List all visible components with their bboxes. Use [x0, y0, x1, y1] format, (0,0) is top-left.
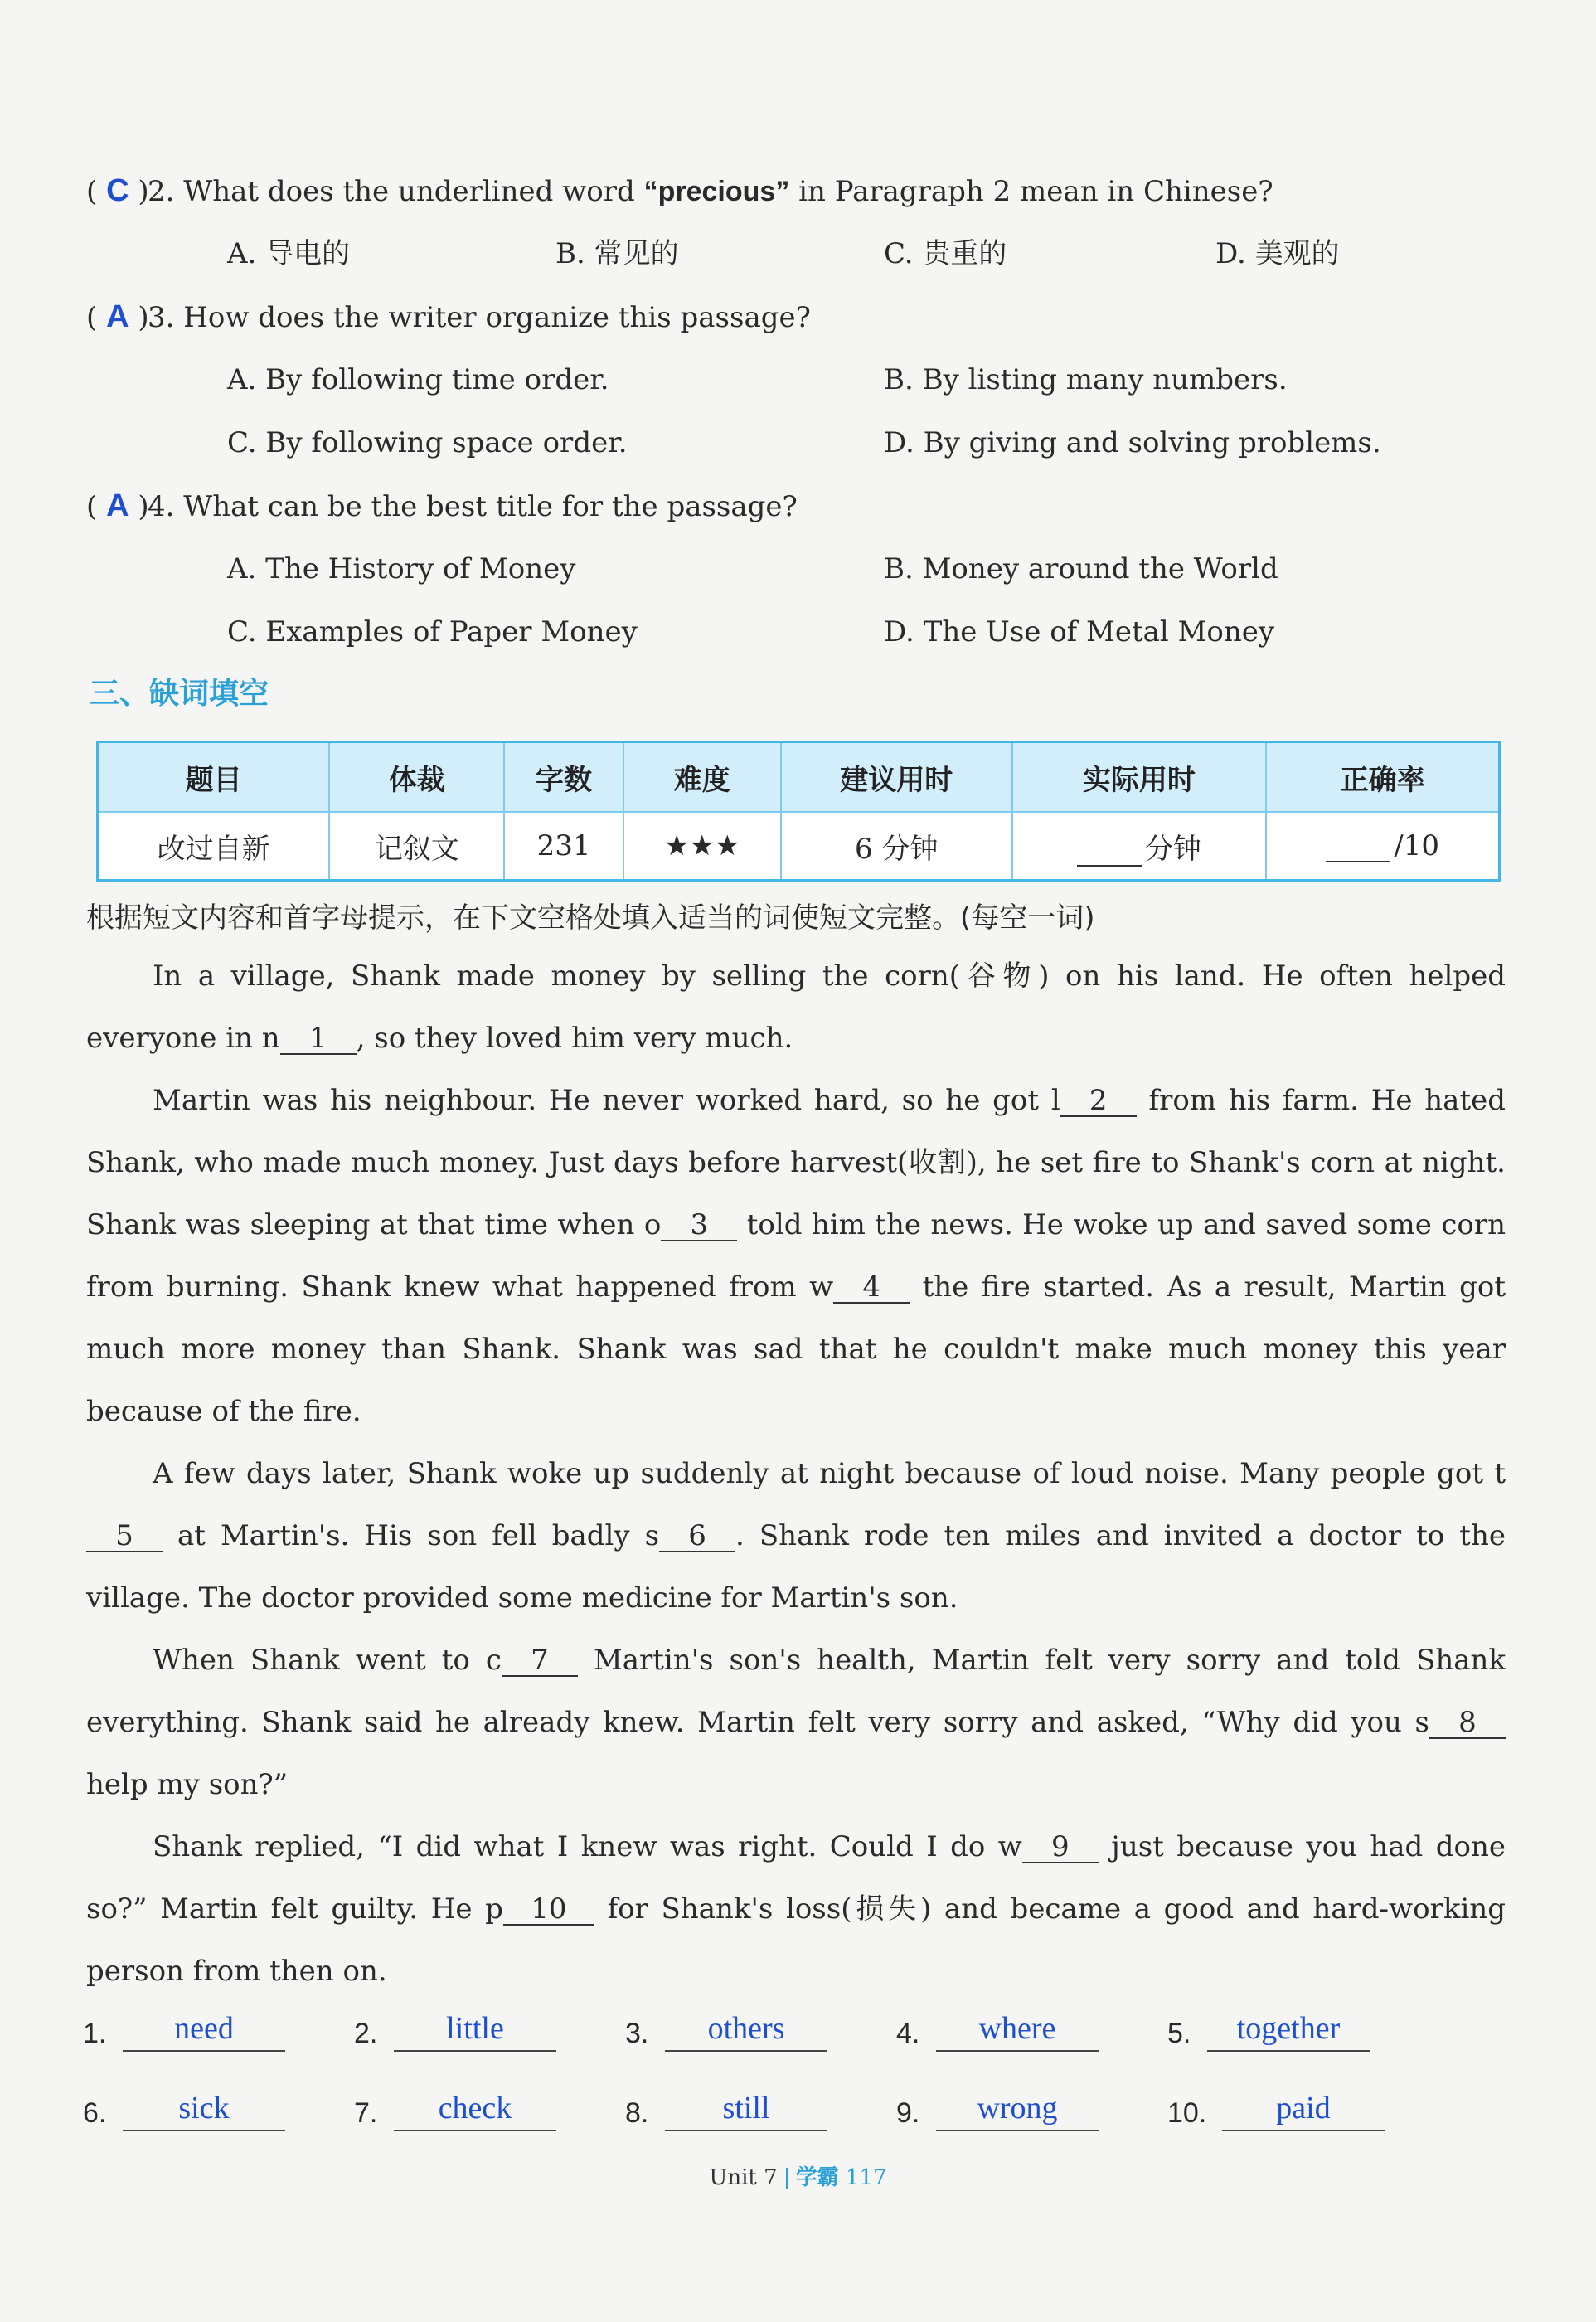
answer-word[interactable]: paid [1276, 2091, 1331, 2125]
option-b: B. By listing many numbers. [884, 363, 1288, 396]
gap-9: 9 [1022, 1832, 1099, 1863]
paragraph-2: Martin was his neighbour. He never worked hard, so he got l 2 from his farm. He hated Shank, who made much money. Just days before harvest(收割), he set fire to Shank's corn at night. Shank was sleeping at that time when o 3 told him the news. He woke up and saved some corn from burning. Shank knew what happened from w 4 the fire started. As a result, Martin got much more money than Shank. Shank was sad that he couldn't make much money this year because of the fire. [86, 1084, 1506, 1428]
answer-slot-7[interactable]: 7. check [354, 2078, 545, 2136]
option-b: B. 常见的 [555, 237, 679, 270]
answer-slot-1[interactable]: 1. need [83, 1999, 274, 2057]
table-header: 体裁 [329, 742, 504, 813]
table-cell: 记叙文 [329, 812, 504, 881]
actual-time-cell[interactable]: 分钟 [1012, 812, 1267, 881]
gap-5: 5 [86, 1521, 163, 1552]
answer-row-1 [83, 1999, 1509, 2057]
table-row [98, 812, 1500, 881]
difficulty-stars: ★★★ [623, 812, 781, 881]
keyword: “precious” [643, 176, 790, 207]
answer-slot-5[interactable]: 5. together [1167, 1999, 1358, 2057]
option-d: D. By giving and solving problems. [884, 426, 1381, 459]
table-header-row [98, 742, 1500, 813]
option-c: C. By following space order. [227, 426, 628, 459]
table-header: 正确率 [1266, 742, 1499, 813]
option-b: B. Money around the World [884, 552, 1278, 585]
answer-word[interactable]: little [446, 2011, 504, 2046]
gap-7: 7 [502, 1645, 578, 1677]
answer-word[interactable]: need [174, 2011, 234, 2046]
gap-3: 3 [661, 1210, 737, 1241]
table-header: 难度 [623, 742, 781, 813]
option-c: C. Examples of Paper Money [227, 615, 638, 649]
option-a: A. By following time order. [227, 363, 609, 396]
option-a: A. 导电的 [227, 237, 351, 270]
answer-word[interactable]: sick [178, 2091, 230, 2125]
gap-6: 6 [659, 1521, 735, 1552]
answer-word[interactable]: together [1236, 2011, 1341, 2046]
table-cell: 改过自新 [98, 812, 330, 881]
instructions: 根据短文内容和首字母提示，在下文空格处填入适当的词使短文完整。(每空一词) [86, 901, 1095, 935]
answer-slot-2[interactable]: 2. little [354, 1999, 545, 2057]
passage [86, 945, 1506, 2003]
unit-label: Unit 7 [709, 2165, 778, 2190]
answer-slot-6[interactable]: 6. sick [83, 2078, 274, 2136]
option-d: D. The Use of Metal Money [884, 615, 1275, 649]
accuracy-cell[interactable]: /10 [1266, 812, 1499, 881]
brand-label: 学霸 [795, 2165, 839, 2190]
gap-2: 2 [1060, 1086, 1137, 1117]
answer-row-2 [83, 2078, 1509, 2136]
gap-8: 8 [1429, 1707, 1506, 1739]
answer-slot-9[interactable]: 9. wrong [896, 2078, 1087, 2136]
table-header: 实际用时 [1012, 742, 1267, 813]
page-number: 117 [845, 2165, 887, 2190]
answer-word[interactable]: wrong [977, 2091, 1058, 2125]
answer-letter: A [106, 488, 129, 523]
gap-4: 4 [833, 1272, 910, 1304]
table-cell: 231 [504, 812, 623, 881]
answer-letter: A [106, 299, 129, 334]
option-c: C. 贵重的 [884, 237, 1007, 270]
question-stem: 4. What can be the best title for the passage? [148, 490, 798, 523]
question-stem-end: in Paragraph 2 mean in Chinese? [789, 175, 1273, 208]
answer-bracket: ( A ) [86, 488, 149, 523]
table-cell: 6 分钟 [781, 812, 1012, 881]
footer-divider [786, 2168, 788, 2189]
gap-1: 1 [280, 1023, 357, 1055]
answer-word[interactable]: others [707, 2011, 785, 2046]
answer-bracket: ( A ) [86, 299, 149, 334]
option-d: D. 美观的 [1215, 237, 1340, 270]
exercise-info-table [96, 741, 1501, 882]
answer-bracket: ( C ) [86, 173, 149, 208]
paragraph-4: When Shank went to c 7 Martin's son's health, Martin felt very sorry and told Shank everything. Shank said he already knew. Martin felt very sorry and asked, “Why did you s 8 help my son?” [86, 1644, 1506, 1801]
table-header: 建议用时 [781, 742, 1012, 813]
answer-word[interactable]: check [438, 2091, 512, 2125]
question-2 [86, 172, 1273, 210]
question-4 [86, 488, 798, 525]
paragraph-3: A few days later, Shank woke up suddenly at night because of loud noise. Many people got t5 at Martin's. His son fell badly s 6 . Shank rode ten miles and invited a doctor to the village. The doctor provided some medicine for Martin's son. [86, 1457, 1506, 1615]
section-title: 三、缺词填空 [90, 677, 269, 711]
blank-line[interactable] [1326, 836, 1390, 862]
answer-slot-3[interactable]: 3. others [625, 1999, 816, 2057]
answer-slot-4[interactable]: 4. where [896, 1999, 1087, 2057]
answer-slot-8[interactable]: 8. still [625, 2078, 816, 2136]
answer-letter: C [106, 173, 129, 208]
answer-slot-10[interactable]: 10. paid [1167, 2078, 1358, 2136]
question-stem: 2. What does the underlined word [148, 175, 644, 208]
blank-line[interactable] [1077, 840, 1142, 867]
question-stem: 3. How does the writer organize this passage? [148, 301, 811, 334]
gap-10: 10 [503, 1894, 594, 1926]
paragraph-5: Shank replied, “I did what I knew was right. Could I do w 9 just because you had done so?” Martin felt guilty. He p 10 for Shank's loss(损失) and became a good and hard-working person from then on. [86, 1830, 1506, 1988]
answer-word[interactable]: where [978, 2011, 1056, 2046]
question-3 [86, 299, 811, 336]
option-a: A. The History of Money [227, 552, 576, 585]
answer-word[interactable]: still [722, 2091, 770, 2125]
paragraph-1: In a village, Shank made money by selling the corn(谷物) on his land. He often helped everyone in n 1 , so they loved him very much. [86, 959, 1506, 1055]
table-header: 题目 [98, 742, 330, 813]
page-footer [0, 2160, 1596, 2191]
table-header: 字数 [504, 742, 623, 813]
